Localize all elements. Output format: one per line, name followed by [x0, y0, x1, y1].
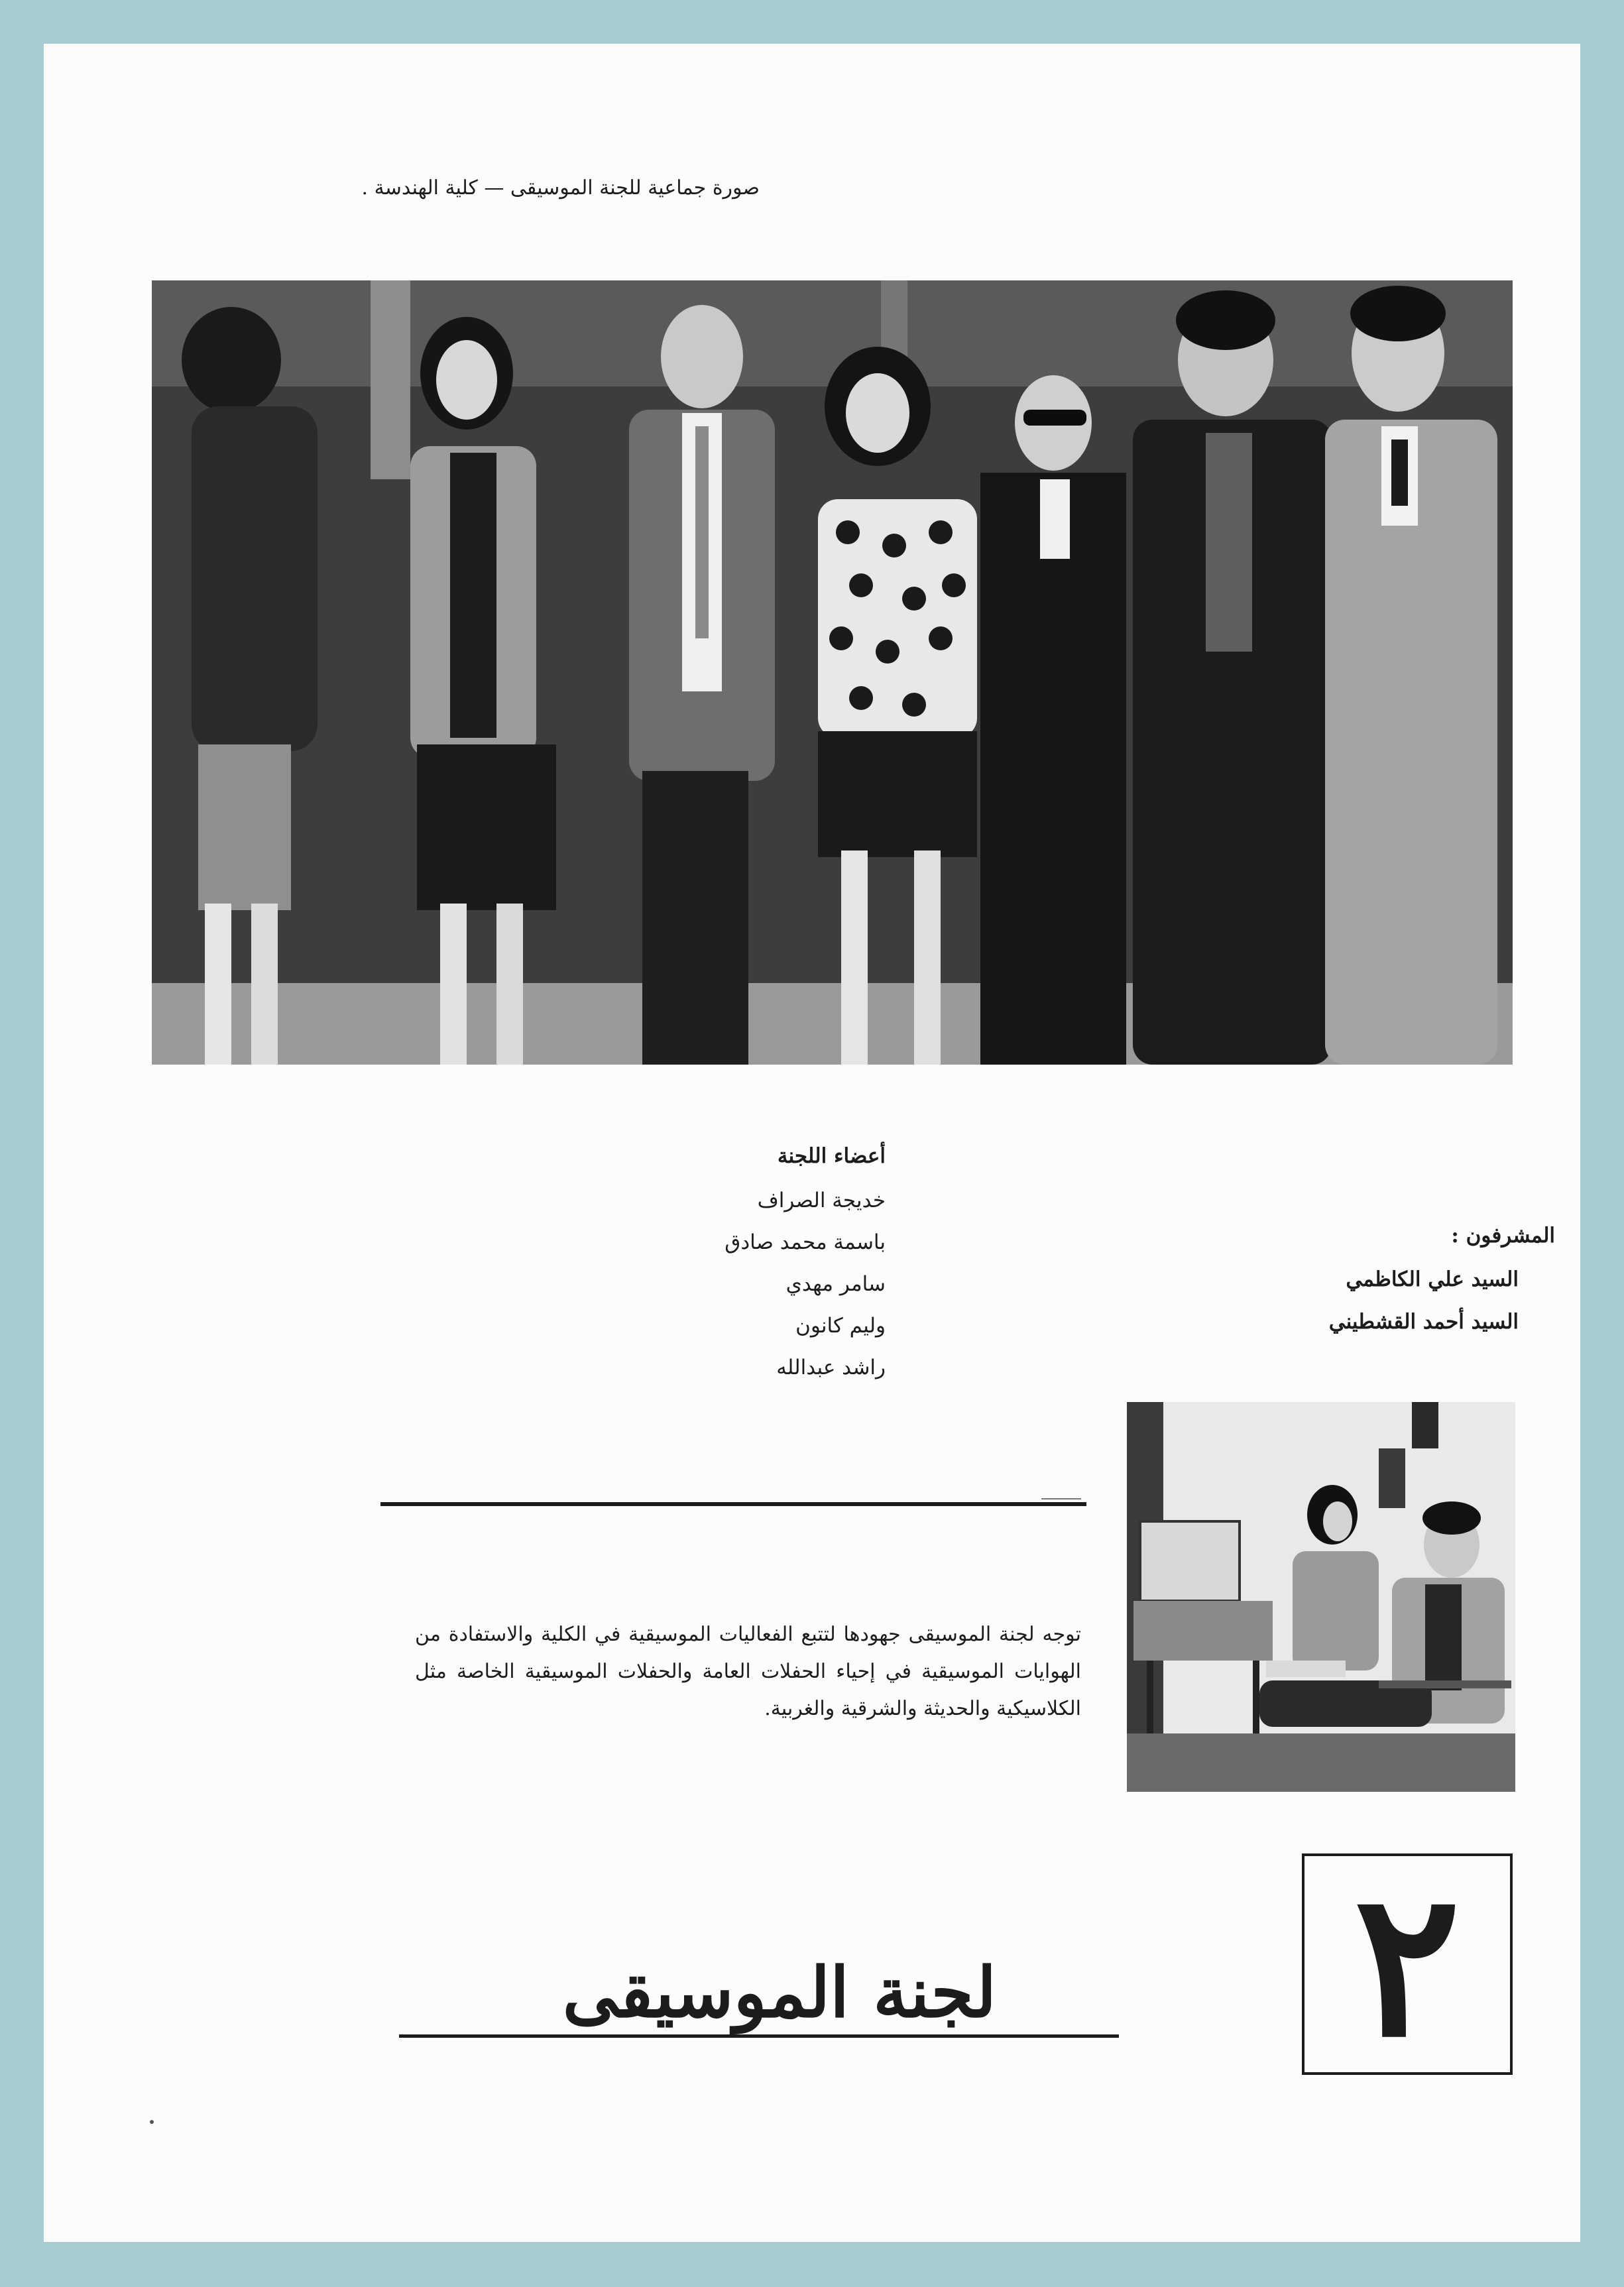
supervisor-name: السيد أحمد القشطيني [1328, 1310, 1519, 1334]
member-name: راشد عبدالله [776, 1356, 886, 1379]
section-title: لجنة الموسيقى [562, 1952, 997, 2033]
members-heading: أعضاء اللجنة [777, 1144, 886, 1168]
member-name: خديجة الصراف [757, 1189, 886, 1212]
group-photo-figures [152, 280, 1513, 1065]
music-room-photo-figures [1127, 1402, 1515, 1792]
group-photo [152, 280, 1513, 1065]
member-name: باسمة محمد صادق [725, 1230, 886, 1254]
supervisors [1224, 1224, 1555, 1343]
committee-members [587, 1144, 886, 1389]
music-room-photo [1127, 1402, 1515, 1792]
section-number: ٢ [1354, 1847, 1461, 2081]
member-name: وليم كانون [795, 1314, 886, 1338]
section-number-box [1302, 1847, 1513, 2081]
member-name: سامر مهدي [785, 1272, 886, 1296]
divider-tick [1041, 1498, 1081, 1499]
divider-top [380, 1502, 1086, 1506]
group-photo-caption: صورة جماعية للجنة الموسيقى — كلية الهندسة . [361, 176, 760, 200]
supervisor-name: السيد علي الكاظمي [1346, 1267, 1519, 1291]
title-underline [399, 2034, 1119, 2038]
committee-description: توجه لجنة الموسيقى جهودها لتتبع الفعاليات الموسيقية في الكلية والاستفادة من الهوايات الموسيقية في إحياء الحفلات العامة والحفلات الموسيقية الخاصة مثل الكلاسيكية والحديثة والشرقية والغربية. [415, 1623, 1081, 1720]
page-speck [150, 2120, 154, 2124]
document-page [44, 44, 1580, 2242]
supervisors-heading: المشرفون : [1451, 1224, 1555, 1248]
